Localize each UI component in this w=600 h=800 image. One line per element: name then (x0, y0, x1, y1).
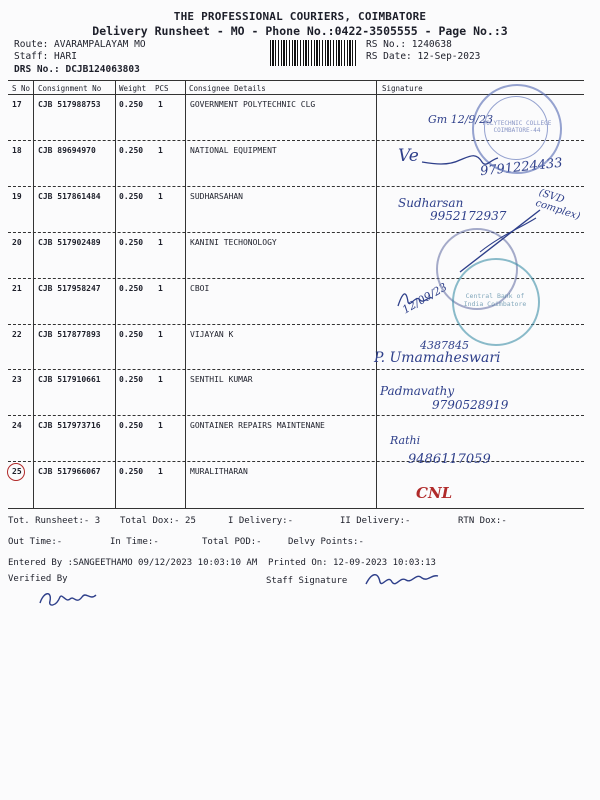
row-pcs: 1 (158, 192, 163, 201)
row-weight: 0.250 (119, 100, 144, 109)
table-top-border (8, 80, 584, 81)
delvy-points: Delvy Points:- (288, 537, 364, 547)
col-header-weight: Weight (119, 84, 147, 93)
row-divider (8, 369, 584, 370)
row-pcs: 1 (158, 284, 163, 293)
handwritten-name: Padmavathy (380, 384, 455, 398)
row-weight: 0.250 (119, 192, 144, 201)
handwritten-signature: Gm 12/9/23 (428, 113, 494, 126)
row-divider (8, 186, 584, 187)
row-weight: 0.250 (119, 375, 144, 384)
handwritten-name: Rathi (390, 434, 421, 447)
handwritten-date: 12/09/23 (400, 280, 450, 317)
row-pcs: 1 (158, 146, 163, 155)
handwritten-phone: 9791224433 (479, 155, 564, 180)
col-header-pcs: PCS (155, 84, 169, 93)
row-weight: 0.250 (119, 330, 144, 339)
row-consignee: GOVERNMENT POLYTECHNIC CLG (190, 100, 316, 109)
col-divider (115, 80, 116, 508)
row-weight: 0.250 (119, 146, 144, 155)
circle-mark-icon (7, 463, 25, 481)
row-consignee: SUDHARSAHAN (190, 192, 243, 201)
i-delivery: I Delivery:- (228, 516, 294, 526)
row-sno: 24 (12, 421, 22, 430)
stamp-text: POLYTECHNIC COLLEGE COIMBATORE-44 (482, 120, 552, 134)
row-consignment-no: CJB 89694970 (38, 146, 96, 155)
row-consignee: SENTHIL KUMAR (190, 375, 253, 384)
rs-number: RS No.: 1240638 (366, 39, 452, 50)
row-pcs: 1 (158, 375, 163, 384)
handwritten-number: 4387845 (420, 339, 469, 352)
row-weight: 0.250 (119, 284, 144, 293)
row-sno: 22 (12, 330, 22, 339)
row-sno: 20 (12, 238, 22, 247)
staff: Staff: HARI (14, 51, 77, 62)
drs-number: DRS No.: DCJB124063803 (14, 64, 140, 75)
row-consignee: CBOI (190, 284, 210, 293)
verifier-signature (36, 585, 106, 611)
total-runsheet: Tot. Runsheet:- 3 (8, 516, 101, 526)
row-sno: 17 (12, 100, 22, 109)
handwritten-phone: 9790528919 (432, 398, 509, 412)
out-time: Out Time:- (8, 537, 63, 547)
rtn-dox: RTN Dox:- (458, 516, 507, 526)
row-consignment-no: CJB 517910661 (38, 375, 101, 384)
row-pcs: 1 (158, 100, 163, 109)
col-divider (185, 80, 186, 508)
row-pcs: 1 (158, 467, 163, 476)
row-consignee: NATIONAL EQUIPMENT (190, 146, 277, 155)
staff-signature-label: Staff Signature (266, 576, 348, 586)
row-weight: 0.250 (119, 238, 144, 247)
verified-by-label: Verified By (8, 574, 68, 584)
row-sno: 18 (12, 146, 22, 155)
row-19-strokes (440, 200, 550, 280)
row-consignee: VIJAYAN K (190, 330, 234, 339)
row-pcs: 1 (158, 421, 163, 430)
handwritten-signature: Ve (398, 146, 419, 166)
total-dox: Total Dox:- 25 (120, 516, 196, 526)
col-divider (376, 80, 377, 508)
col-header-consignment: Consignment No (38, 84, 102, 93)
row-sno: 21 (12, 284, 22, 293)
handwritten-name: Sudharsan (398, 196, 464, 210)
row-consignment-no: CJB 517966067 (38, 467, 101, 476)
row-pcs: 1 (158, 238, 163, 247)
total-pod: Total POD:- (202, 537, 262, 547)
row-sno: 19 (12, 192, 22, 201)
staff-signature (362, 566, 442, 592)
row-divider (8, 415, 584, 416)
runsheet-title: Delivery Runsheet - MO - Phone No.:0422-3505555 - Page No.:3 (92, 24, 508, 38)
row-weight: 0.250 (119, 421, 144, 430)
cancelled-mark: CNL (416, 484, 453, 502)
ii-delivery: II Delivery:- (340, 516, 411, 526)
row-consignment-no: CJB 517973716 (38, 421, 101, 430)
row-consignment-no: CJB 517902489 (38, 238, 101, 247)
row-pcs: 1 (158, 330, 163, 339)
handwritten-phone: 9952172937 (430, 209, 507, 223)
row-consignment-no: CJB 517988753 (38, 100, 101, 109)
stamp-text: Central Bank of India Coimbatore (463, 292, 527, 308)
row-consignment-no: CJB 517958247 (38, 284, 101, 293)
table-bottom-border (8, 508, 584, 509)
handwritten-phone: 9486117059 (408, 452, 491, 467)
col-header-consignee: Consignee Details (189, 84, 266, 93)
route: Route: AVARAMPALAYAM MO (14, 39, 146, 50)
company-title: THE PROFESSIONAL COURIERS, COIMBATORE (173, 10, 427, 23)
row-consignee: KANINI TECHONOLOGY (190, 238, 277, 247)
row-21-signature (394, 284, 434, 312)
row-divider (8, 461, 584, 462)
in-time: In Time:- (110, 537, 159, 547)
entered-by: Entered By :SANGEETHAMO 09/12/2023 10:03:10 AM (8, 558, 258, 568)
barcode (270, 40, 358, 66)
handwritten-note: (SVD complex) (534, 187, 582, 223)
col-divider (33, 80, 34, 508)
col-header-sno: S No (12, 84, 31, 93)
handwritten-signature: P. Umamaheswari (374, 350, 501, 366)
row-weight: 0.250 (119, 467, 144, 476)
col-header-signature: Signature (382, 84, 423, 93)
row-sno: 25 (12, 467, 22, 476)
row-consignee: MURALITHARAN (190, 467, 248, 476)
row-18-signature (420, 146, 500, 172)
row-sno: 23 (12, 375, 22, 384)
rs-date: RS Date: 12-Sep-2023 (366, 51, 481, 62)
row-consignee: GONTAINER REPAIRS MAINTENANE (190, 421, 325, 430)
row-consignment-no: CJB 517861484 (38, 192, 101, 201)
printed-on: Printed On: 12-09-2023 10:03:13 (268, 558, 436, 568)
row-consignment-no: CJB 517877893 (38, 330, 101, 339)
